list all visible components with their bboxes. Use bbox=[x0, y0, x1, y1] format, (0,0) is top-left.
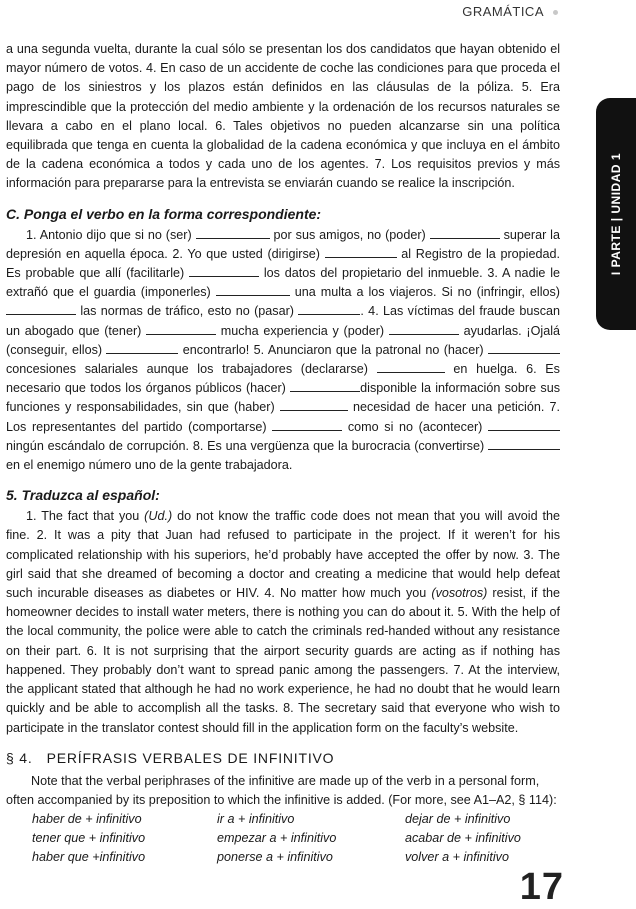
side-tab-label: I PARTE | UNIDAD 1 bbox=[609, 152, 623, 276]
list-item: ponerse a + infinitivo bbox=[217, 849, 333, 864]
list-item: haber que +infinitivo bbox=[32, 849, 146, 864]
exercise-c-text: concesiones salariales aunque los trabajadores (declararse) bbox=[6, 362, 377, 377]
list-item: ir a + infinitivo bbox=[217, 811, 295, 826]
answer-blank[interactable] bbox=[298, 302, 360, 315]
exercise-5-ud: (Ud.) bbox=[144, 509, 173, 524]
exercise-5-text: 1. The fact that you bbox=[26, 509, 145, 524]
answer-blank[interactable] bbox=[280, 398, 348, 411]
exercise-c-text: ningún escándalo de corrupción. 8. Es una vergüenza que la burocracia (convertirse) bbox=[6, 438, 488, 453]
answer-blank[interactable] bbox=[389, 322, 459, 335]
answer-blank[interactable] bbox=[272, 418, 342, 431]
intro-paragraph: a una segunda vuelta, durante la cual sólo se presentan los dos candidatos que hayan obtenido el mayor número de votos. 4. En caso de un accidente de coche las condiciones para que proceda el pago de los siniestros y los plazos están definidos en las cláusulas de la póliza. 5. Era imprescindible que la protección del medio ambiente y la ordenación de los recursos naturales se llevara a cabo en el plano local. 6. Tales objetivos no pueden alcanzarse sin una política equilibrada que tenga en cuenta la globalidad de la cadena económica y que incluya en el ámbito de la cadena económica a todos y cada uno de los agentes. 7. Los requisitos previos y más información para prepararse para la entrevista se enviarán cuando se realice la inscripción. bbox=[6, 42, 560, 191]
page-content bbox=[6, 40, 560, 867]
answer-blank[interactable] bbox=[488, 437, 560, 450]
answer-blank[interactable] bbox=[6, 302, 76, 315]
exercise-5-body bbox=[6, 507, 560, 737]
running-title: GRAMÁTICA bbox=[462, 4, 544, 19]
exercise-c-text: como si no (acontecer) bbox=[342, 419, 488, 434]
exercise-5-heading: 5. Traduzca al español: bbox=[6, 487, 160, 504]
header-dot-icon bbox=[553, 10, 558, 15]
exercise-5-vosotros: (vosotros) bbox=[431, 586, 488, 601]
exercise-c-text: las normas de tráfico, esto no (pasar) bbox=[76, 304, 299, 319]
exercise-c-text: en el enemigo número uno de la gente trabajadora. bbox=[6, 458, 293, 473]
exercise-c-text: una multa a los viajeros. Si no (infringir, ellos) bbox=[289, 285, 561, 300]
list-item: tener que + infinitivo bbox=[32, 830, 146, 845]
exercise-c-text: disponible la información sobre sus funciones y responsabilidades, sin que (haber) bbox=[6, 381, 560, 415]
answer-blank[interactable] bbox=[377, 360, 445, 373]
exercise-5-text: do not know the traffic code does not mean that you will avoid the fine. 2. It was a pity that Juan had refused to participate in the project. If it weren’t for his complicated relationship with his superiors, he’d probably have accepted the offer by now. 3. The girl said that she dreamed of becoming a doctor and creating a medicine that would help defeat such incurable diseases as diabetes or HIV. 4. No matter how much you bbox=[6, 509, 560, 601]
exercise-c-text: al Registro de la propiedad. Es probable que allí (facilitarle) bbox=[6, 246, 560, 281]
exercise-c-text: encontrarlo! 5. Anunciaron que la patronal no (hacer) bbox=[178, 342, 488, 357]
exercise-c-text: ayudarlas. ¡Ojalá (conseguir, ellos) bbox=[6, 323, 561, 357]
exercise-c-text: superar la depresión en aquella época. 2. Yo que usted (dirigirse) bbox=[6, 227, 560, 261]
periphrasis-list bbox=[32, 810, 560, 867]
answer-blank[interactable] bbox=[216, 283, 290, 296]
page-number: 17 bbox=[519, 866, 564, 908]
exercise-c-text: los datos del propietario del inmueble. 3. A nadie le extrañó que el guardia (imponerles) bbox=[6, 266, 560, 300]
answer-blank[interactable] bbox=[196, 226, 270, 239]
answer-blank[interactable] bbox=[146, 322, 216, 335]
list-item: dejar de + infinitivo bbox=[405, 811, 511, 826]
list-item: volver a + infinitivo bbox=[405, 849, 509, 864]
side-tab bbox=[596, 98, 636, 330]
answer-blank[interactable] bbox=[325, 245, 397, 258]
exercise-c-text: . 4. Las víctimas del fraude buscan un abogado que (tener) bbox=[6, 304, 561, 338]
exercise-c-heading: C. Ponga el verbo en la forma correspondiente: bbox=[6, 205, 322, 222]
answer-blank[interactable] bbox=[430, 226, 500, 239]
answer-blank[interactable] bbox=[189, 264, 259, 277]
list-item: acabar de + infinitivo bbox=[405, 830, 521, 845]
answer-blank[interactable] bbox=[488, 341, 560, 354]
section-4-number: § 4. bbox=[6, 749, 33, 766]
exercise-c-text: en huelga. 6. Es necesario que todos los órganos públicos (hacer) bbox=[6, 362, 560, 396]
exercise-c-text: 1. Antonio dijo que si no (ser) bbox=[26, 227, 196, 242]
answer-blank[interactable] bbox=[290, 379, 360, 392]
exercise-c-text: mucha experiencia y (poder) bbox=[216, 323, 389, 338]
answer-blank[interactable] bbox=[488, 418, 560, 431]
section-4-label: PERÍFRASIS VERBALES DE INFINITIVO bbox=[46, 749, 335, 766]
answer-blank[interactable] bbox=[106, 341, 178, 354]
exercise-c-text: necesidad de hacer una petición. 7. Los representantes del partido (comportarse) bbox=[6, 400, 560, 434]
exercise-5-text: resist, if the homeowner decides to install water meters, there is nothing you can do about it. 5. With the help of the local community, the police were able to catch the criminals red-handed without any resistance on their part. 6. It is not surprising that the airport security guards are acting as if nothing has happened. They probably don’t want to spread panic among the passengers. 7. At the interview, the applicant stated that although he had no work experience, he had no doubt that he would learn quickly and be able to accomplish all the tasks. 8. The secretary said that everyone who wish to participate in the translator contest should fill in the application form on the faculty’s website. bbox=[6, 586, 560, 735]
exercise-c-text: por sus amigos, no (poder) bbox=[269, 227, 430, 242]
exercise-c-body bbox=[6, 226, 560, 476]
list-item: empezar a + infinitivo bbox=[217, 830, 337, 845]
section-4-title bbox=[6, 750, 560, 766]
list-item: haber de + infinitivo bbox=[32, 811, 142, 826]
section-4-note: Note that the verbal periphrases of the infinitive are made up of the verb in a personal form, often accompanied by its preposition to which the infinitive is added. (For more, see A1–A2, § 114): bbox=[6, 773, 557, 807]
